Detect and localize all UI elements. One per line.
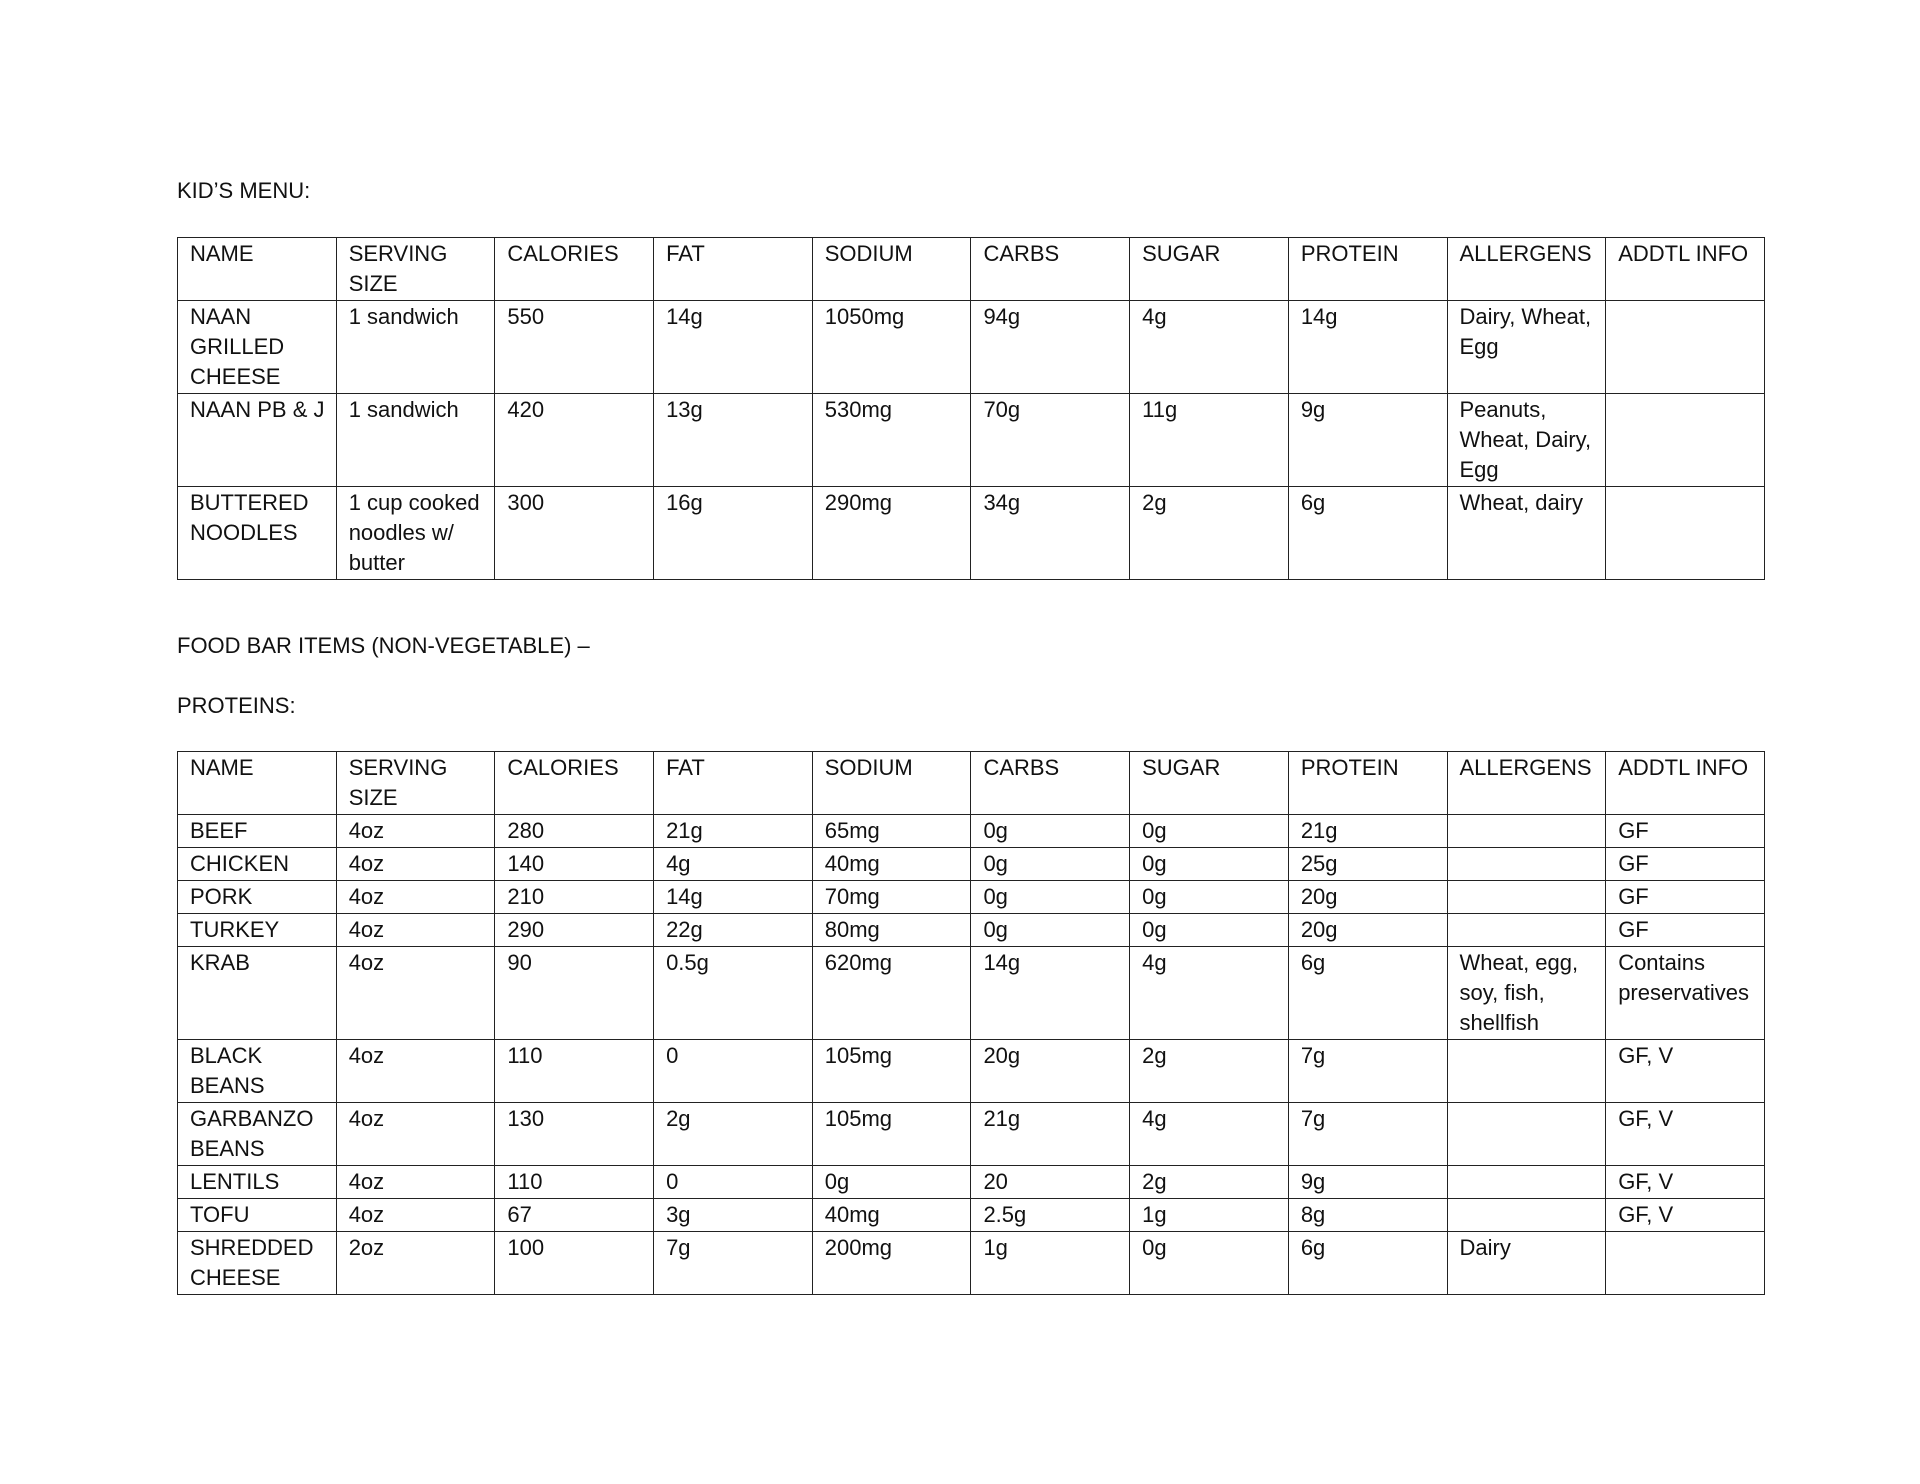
- table-cell: 0: [654, 1166, 813, 1199]
- table-cell: 4oz: [336, 1040, 495, 1103]
- table-cell: 130: [495, 1103, 654, 1166]
- table-row: [178, 301, 1765, 394]
- table-cell: 0g: [1130, 815, 1289, 848]
- table-cell: 1g: [1130, 1199, 1289, 1232]
- table-cell: 550: [495, 301, 654, 394]
- table-cell: [1606, 487, 1765, 580]
- table-cell: 4oz: [336, 1199, 495, 1232]
- table-cell: 90: [495, 947, 654, 1040]
- table-cell: 2g: [1130, 487, 1289, 580]
- table-row: [178, 1166, 1765, 1199]
- table-cell: 14g: [654, 881, 813, 914]
- table-cell: 110: [495, 1166, 654, 1199]
- table-cell: 80mg: [812, 914, 971, 947]
- table-cell: 7g: [1288, 1040, 1447, 1103]
- table-cell: 0g: [1130, 848, 1289, 881]
- table-cell: 110: [495, 1040, 654, 1103]
- table-header-row: [178, 238, 1765, 301]
- table-cell: 13g: [654, 394, 813, 487]
- table-cell: Dairy, Wheat, Egg: [1447, 301, 1606, 394]
- table-cell: 25g: [1288, 848, 1447, 881]
- column-header: SERVING SIZE: [336, 238, 495, 301]
- table-cell: 20g: [1288, 914, 1447, 947]
- column-header: ALLERGENS: [1447, 752, 1606, 815]
- column-header: FAT: [654, 238, 813, 301]
- table-row: [178, 1040, 1765, 1103]
- table-cell: 105mg: [812, 1103, 971, 1166]
- column-header: FAT: [654, 752, 813, 815]
- table-row: [178, 914, 1765, 947]
- table-cell: [1447, 848, 1606, 881]
- kids-menu-table: [177, 237, 1765, 580]
- table-cell: 0g: [812, 1166, 971, 1199]
- column-header: CALORIES: [495, 238, 654, 301]
- table-cell: 3g: [654, 1199, 813, 1232]
- table-cell: 7g: [1288, 1103, 1447, 1166]
- table-cell: 1g: [971, 1232, 1130, 1295]
- table-cell: 1 sandwich: [336, 394, 495, 487]
- column-header: ADDTL INFO: [1606, 752, 1765, 815]
- table-cell: 4oz: [336, 1166, 495, 1199]
- table-cell: [1447, 881, 1606, 914]
- table-cell: 20g: [1288, 881, 1447, 914]
- table-cell: LENTILS: [178, 1166, 337, 1199]
- table-cell: 22g: [654, 914, 813, 947]
- table-cell: GF: [1606, 914, 1765, 947]
- table-cell: 0g: [971, 815, 1130, 848]
- table-cell: NAAN GRILLED CHEESE: [178, 301, 337, 394]
- table-cell: TOFU: [178, 1199, 337, 1232]
- table-cell: 2g: [654, 1103, 813, 1166]
- table-cell: 7g: [654, 1232, 813, 1295]
- kids-menu-heading: KID’S MENU:: [177, 178, 311, 203]
- table-cell: 14g: [971, 947, 1130, 1040]
- column-header: SODIUM: [812, 238, 971, 301]
- table-cell: CHICKEN: [178, 848, 337, 881]
- table-cell: [1447, 1103, 1606, 1166]
- table-cell: GARBANZO BEANS: [178, 1103, 337, 1166]
- proteins-subheading: PROTEINS:: [177, 693, 296, 718]
- table-cell: [1606, 1232, 1765, 1295]
- table-cell: 65mg: [812, 815, 971, 848]
- table-row: [178, 1232, 1765, 1295]
- column-header: CALORIES: [495, 752, 654, 815]
- table-cell: 4oz: [336, 947, 495, 1040]
- table-cell: 0g: [1130, 1232, 1289, 1295]
- table-row: [178, 394, 1765, 487]
- table-cell: 67: [495, 1199, 654, 1232]
- table-cell: 0g: [1130, 914, 1289, 947]
- table-cell: 290: [495, 914, 654, 947]
- table-cell: 16g: [654, 487, 813, 580]
- table-cell: 200mg: [812, 1232, 971, 1295]
- table-cell: 14g: [1288, 301, 1447, 394]
- table-header-row: [178, 752, 1765, 815]
- table-cell: 20: [971, 1166, 1130, 1199]
- table-cell: GF, V: [1606, 1199, 1765, 1232]
- table-cell: 2g: [1130, 1040, 1289, 1103]
- table-cell: 9g: [1288, 394, 1447, 487]
- food-bar-heading: FOOD BAR ITEMS (NON-VEGETABLE) –: [177, 633, 590, 658]
- table-cell: 280: [495, 815, 654, 848]
- table-cell: GF, V: [1606, 1166, 1765, 1199]
- table-cell: 2g: [1130, 1166, 1289, 1199]
- table-cell: GF: [1606, 815, 1765, 848]
- table-cell: 620mg: [812, 947, 971, 1040]
- table-cell: 0g: [971, 848, 1130, 881]
- table-cell: 0.5g: [654, 947, 813, 1040]
- table-cell: TURKEY: [178, 914, 337, 947]
- table-cell: BLACK BEANS: [178, 1040, 337, 1103]
- table-cell: [1447, 1199, 1606, 1232]
- table-cell: Dairy: [1447, 1232, 1606, 1295]
- table-cell: 0: [654, 1040, 813, 1103]
- table-row: [178, 815, 1765, 848]
- table-row: [178, 881, 1765, 914]
- table-cell: 4oz: [336, 1103, 495, 1166]
- column-header: NAME: [178, 752, 337, 815]
- table-cell: Peanuts, Wheat, Dairy, Egg: [1447, 394, 1606, 487]
- table-cell: 34g: [971, 487, 1130, 580]
- table-cell: 2oz: [336, 1232, 495, 1295]
- table-cell: 40mg: [812, 1199, 971, 1232]
- table-cell: SHREDDED CHEESE: [178, 1232, 337, 1295]
- table-cell: 4g: [1130, 301, 1289, 394]
- column-header: ADDTL INFO: [1606, 238, 1765, 301]
- table-cell: BEEF: [178, 815, 337, 848]
- table-cell: [1447, 914, 1606, 947]
- table-cell: 21g: [971, 1103, 1130, 1166]
- table-cell: 21g: [654, 815, 813, 848]
- table-cell: Wheat, dairy: [1447, 487, 1606, 580]
- table-row: [178, 1103, 1765, 1166]
- table-cell: KRAB: [178, 947, 337, 1040]
- table-cell: 0g: [1130, 881, 1289, 914]
- table-row: [178, 848, 1765, 881]
- table-cell: 0g: [971, 881, 1130, 914]
- table-cell: 9g: [1288, 1166, 1447, 1199]
- column-header: SUGAR: [1130, 752, 1289, 815]
- proteins-table: [177, 751, 1765, 1295]
- table-cell: 420: [495, 394, 654, 487]
- table-cell: 0g: [971, 914, 1130, 947]
- table-cell: [1606, 394, 1765, 487]
- table-cell: 1050mg: [812, 301, 971, 394]
- table-cell: 11g: [1130, 394, 1289, 487]
- table-cell: 70g: [971, 394, 1130, 487]
- table-cell: 4g: [1130, 947, 1289, 1040]
- table-cell: [1447, 815, 1606, 848]
- table-cell: 140: [495, 848, 654, 881]
- table-cell: 290mg: [812, 487, 971, 580]
- table-cell: 4oz: [336, 881, 495, 914]
- table-cell: 2.5g: [971, 1199, 1130, 1232]
- column-header: SERVING SIZE: [336, 752, 495, 815]
- table-cell: PORK: [178, 881, 337, 914]
- table-cell: 40mg: [812, 848, 971, 881]
- table-cell: 4oz: [336, 848, 495, 881]
- table-cell: 6g: [1288, 487, 1447, 580]
- table-cell: Wheat, egg, soy, fish, shellfish: [1447, 947, 1606, 1040]
- column-header: SODIUM: [812, 752, 971, 815]
- column-header: PROTEIN: [1288, 238, 1447, 301]
- table-cell: 1 sandwich: [336, 301, 495, 394]
- table-cell: 94g: [971, 301, 1130, 394]
- table-cell: 70mg: [812, 881, 971, 914]
- table-cell: GF: [1606, 881, 1765, 914]
- table-cell: 100: [495, 1232, 654, 1295]
- column-header: PROTEIN: [1288, 752, 1447, 815]
- column-header: CARBS: [971, 752, 1130, 815]
- table-cell: 300: [495, 487, 654, 580]
- column-header: NAME: [178, 238, 337, 301]
- column-header: CARBS: [971, 238, 1130, 301]
- table-cell: 4oz: [336, 815, 495, 848]
- table-cell: 21g: [1288, 815, 1447, 848]
- table-cell: 1 cup cooked noodles w/ butter: [336, 487, 495, 580]
- table-cell: 530mg: [812, 394, 971, 487]
- table-row: [178, 487, 1765, 580]
- table-cell: Contains preservatives: [1606, 947, 1765, 1040]
- table-cell: [1606, 301, 1765, 394]
- table-cell: 4g: [654, 848, 813, 881]
- column-header: SUGAR: [1130, 238, 1289, 301]
- table-cell: 6g: [1288, 947, 1447, 1040]
- table-cell: 4oz: [336, 914, 495, 947]
- table-cell: [1447, 1166, 1606, 1199]
- table-cell: 20g: [971, 1040, 1130, 1103]
- column-header: ALLERGENS: [1447, 238, 1606, 301]
- table-cell: GF, V: [1606, 1040, 1765, 1103]
- table-cell: 210: [495, 881, 654, 914]
- table-cell: 4g: [1130, 1103, 1289, 1166]
- table-cell: NAAN PB & J: [178, 394, 337, 487]
- table-cell: 105mg: [812, 1040, 971, 1103]
- table-cell: 6g: [1288, 1232, 1447, 1295]
- table-cell: GF, V: [1606, 1103, 1765, 1166]
- table-row: [178, 1199, 1765, 1232]
- table-cell: GF: [1606, 848, 1765, 881]
- table-cell: BUTTERED NOODLES: [178, 487, 337, 580]
- table-cell: 14g: [654, 301, 813, 394]
- table-cell: 8g: [1288, 1199, 1447, 1232]
- table-cell: [1447, 1040, 1606, 1103]
- table-row: [178, 947, 1765, 1040]
